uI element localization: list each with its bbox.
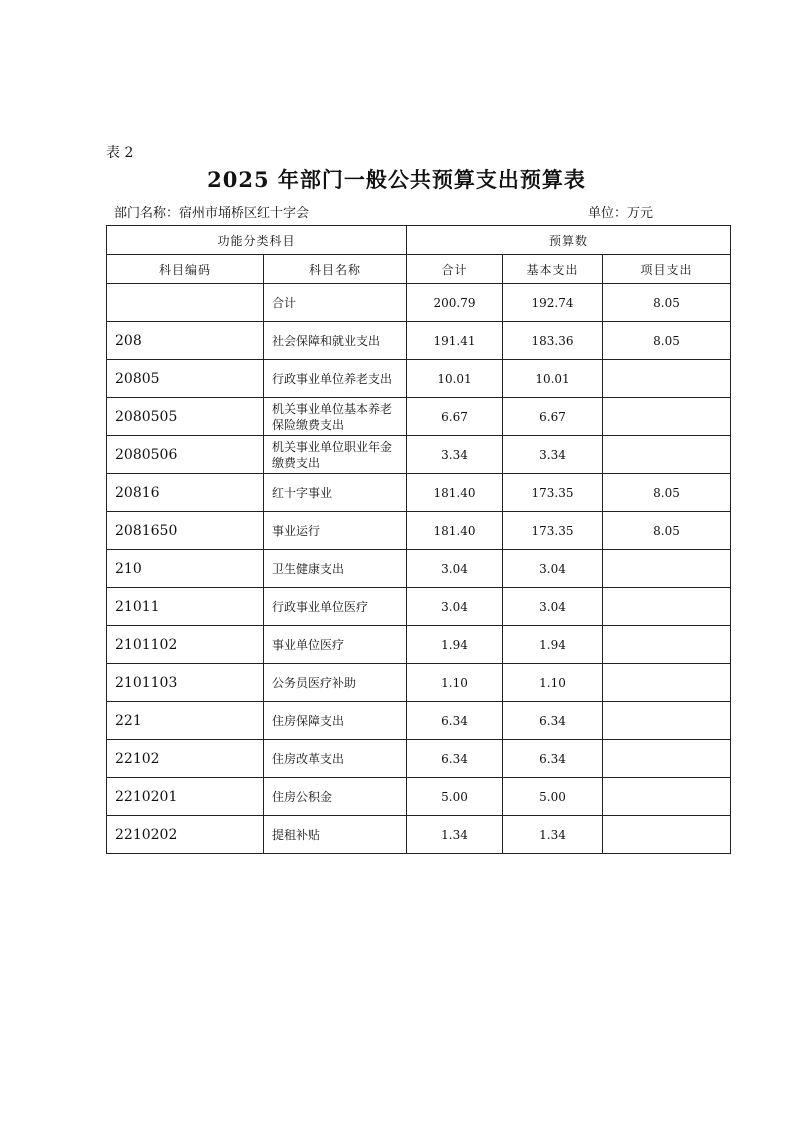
cell-total: 3.04 [407,588,503,626]
cell-name: 住房公积金 [264,778,407,816]
cell-code: 208 [107,322,264,360]
header-row-group [107,226,731,255]
table-label: 表 2 [106,145,134,161]
cell-project: 8.05 [603,284,731,322]
table-row [107,550,731,588]
cell-basic: 173.35 [503,512,603,550]
cell-total: 3.34 [407,436,503,474]
cell-code: 2080505 [107,398,264,436]
header-functional-classification: 功能分类科目 [107,226,407,255]
header-budget-amount: 预算数 [407,226,731,255]
cell-basic: 6.67 [503,398,603,436]
table-row [107,778,731,816]
cell-project [603,702,731,740]
cell-total: 6.67 [407,398,503,436]
cell-project: 8.05 [603,322,731,360]
cell-project [603,626,731,664]
table-row [107,664,731,702]
cell-total: 181.40 [407,512,503,550]
cell-name: 机关事业单位基本养老保险缴费支出 [264,398,407,436]
cell-total: 181.40 [407,474,503,512]
cell-project [603,664,731,702]
cell-basic: 6.34 [503,740,603,778]
cell-total: 10.01 [407,360,503,398]
cell-name: 住房改革支出 [264,740,407,778]
header-total: 合计 [407,255,503,284]
cell-total: 1.34 [407,816,503,854]
cell-basic: 183.36 [503,322,603,360]
budget-table [106,225,731,854]
cell-project [603,740,731,778]
table-row [107,436,731,474]
table-row [107,398,731,436]
header-code: 科目编码 [107,255,264,284]
table-row [107,816,731,854]
header-basic: 基本支出 [503,255,603,284]
cell-code: 2210201 [107,778,264,816]
cell-code: 21011 [107,588,264,626]
cell-basic: 173.35 [503,474,603,512]
cell-basic: 6.34 [503,702,603,740]
cell-basic: 3.04 [503,550,603,588]
cell-basic: 1.94 [503,626,603,664]
cell-total: 6.34 [407,740,503,778]
cell-name: 红十字事业 [264,474,407,512]
department-name: 部门名称：宿州市埇桥区红十字会 [114,206,310,221]
header-row-columns [107,255,731,284]
table-row [107,626,731,664]
cell-name: 事业运行 [264,512,407,550]
table-row [107,360,731,398]
cell-name: 提租补贴 [264,816,407,854]
cell-basic: 3.34 [503,436,603,474]
cell-basic: 10.01 [503,360,603,398]
cell-name: 事业单位医疗 [264,626,407,664]
cell-basic: 1.10 [503,664,603,702]
cell-code: 2080506 [107,436,264,474]
table-row [107,740,731,778]
cell-total: 5.00 [407,778,503,816]
cell-total: 3.04 [407,550,503,588]
page-title: 2025 年部门一般公共预算支出预算表 [207,167,586,192]
cell-project [603,398,731,436]
cell-code: 2101103 [107,664,264,702]
cell-total: 1.10 [407,664,503,702]
cell-project [603,436,731,474]
cell-code: 20805 [107,360,264,398]
table-row [107,474,731,512]
cell-code: 2081650 [107,512,264,550]
cell-total: 191.41 [407,322,503,360]
cell-total: 200.79 [407,284,503,322]
cell-project: 8.05 [603,512,731,550]
cell-code: 2210202 [107,816,264,854]
cell-name: 住房保障支出 [264,702,407,740]
cell-basic: 1.34 [503,816,603,854]
cell-code: 2101102 [107,626,264,664]
cell-code: 22102 [107,740,264,778]
header-project: 项目支出 [603,255,731,284]
cell-name: 机关事业单位职业年金缴费支出 [264,436,407,474]
cell-code: 20816 [107,474,264,512]
cell-basic: 3.04 [503,588,603,626]
cell-name: 卫生健康支出 [264,550,407,588]
cell-project [603,588,731,626]
cell-total: 6.34 [407,702,503,740]
cell-project [603,778,731,816]
table-row [107,588,731,626]
cell-code [107,284,264,322]
table-row [107,322,731,360]
table-row [107,702,731,740]
cell-name: 公务员医疗补助 [264,664,407,702]
cell-project [603,816,731,854]
header-name: 科目名称 [264,255,407,284]
cell-basic: 5.00 [503,778,603,816]
cell-project [603,360,731,398]
cell-name: 社会保障和就业支出 [264,322,407,360]
cell-name: 行政事业单位医疗 [264,588,407,626]
cell-name: 行政事业单位养老支出 [264,360,407,398]
cell-code: 210 [107,550,264,588]
cell-name: 合计 [264,284,407,322]
cell-code: 221 [107,702,264,740]
table-row [107,284,731,322]
cell-project: 8.05 [603,474,731,512]
cell-total: 1.94 [407,626,503,664]
unit-label: 单位：万元 [588,206,654,221]
cell-basic: 192.74 [503,284,603,322]
cell-project [603,550,731,588]
table-row [107,512,731,550]
